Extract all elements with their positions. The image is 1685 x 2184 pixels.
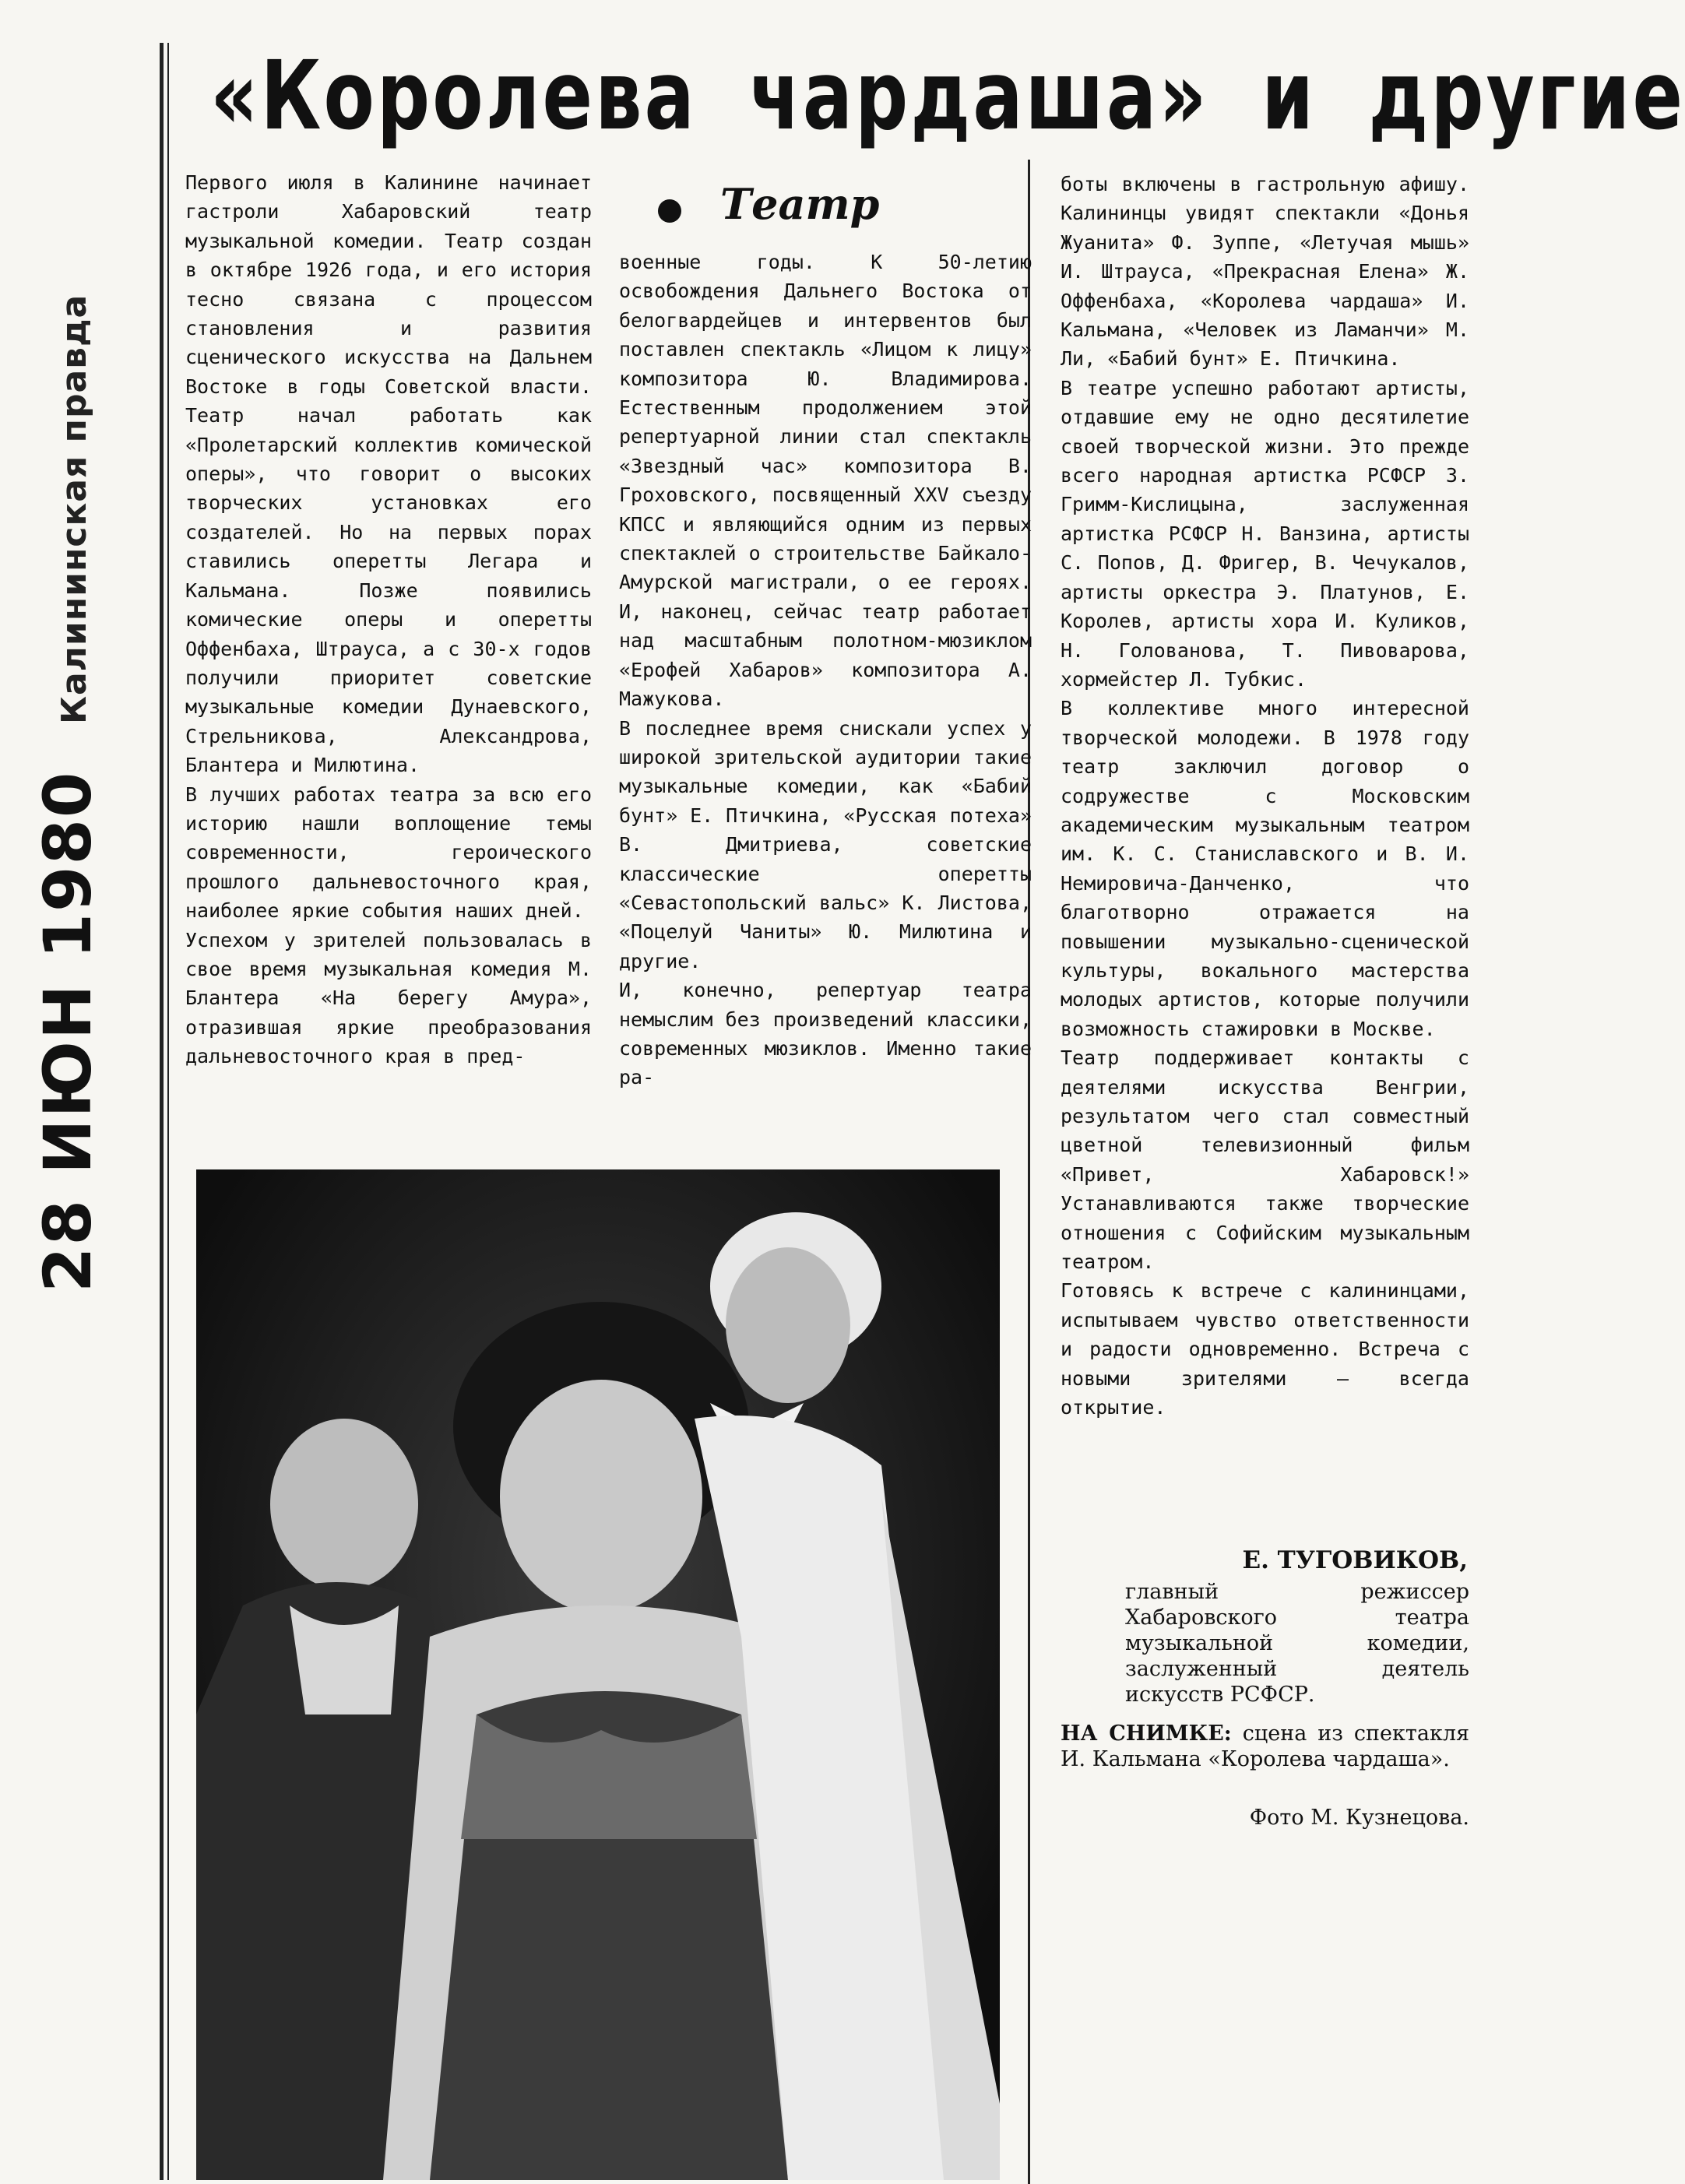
photo-credit: Фото М. Кузнецова.: [1249, 1806, 1469, 1830]
rubric-bullet-icon: [658, 199, 681, 223]
photo-caption: [1061, 1721, 1469, 1772]
newspaper-masthead: Калининская правда: [55, 294, 94, 724]
stage-photo-illustration: [196, 1169, 1000, 2180]
article-column-2: военные годы. К 50-летию освобождения Дальнего Востока от белогвардейцев и интервентов был поставлен спектакль «Лицом к лицу» композитора Ю. Владимирова. Естественным продолжением этой репертуарной линии стал спектакль «Звездный час» композитора В. Гроховского, посвященный XXV съезду КПСС и являющийся одним из первых спектаклей о строительстве Байкало-Амурской магистрали, о ее героях. И, наконец, сейчас театр работает над масштабным полотном-мюзиклом «Ерофей Хабаров» композитора А. Мажукова. В последнее время снискали успех у широкой зрительской аудитории такие музыкальные комедии, как «Бабий бунт» Е. Птичкина, «Русская потеха» В. Дмитриева, советские классические оперетты «Севастопольский вальс» К. Листова, «Поцелуй Чаниты» Ю. Милютина и другие. И, конечно, репертуар театра немыслим без произведений классики, современных мюзиклов. Именно такие ра-: [619, 251, 1032, 1089]
left-border-rule-inner: [167, 43, 169, 2180]
stage-photo: [196, 1169, 1000, 2180]
article-column-3: боты включены в гастрольную афишу. Калининцы увидят спектакли «Донья Жуанита» Ф. Зуппе, «Летучая мышь» И. Штрауса, «Прекрасная Елена» Ж. Оффенбаха, «Королева чардаша» И. Кальмана, «Человек из Ламанчи» М. Ли, «Бабий бунт» Е. Птичкина. В театре успешно работают артисты, отдавшие ему не одно десятилетие своей творческой жизни. Это прежде всего народная артистка РСФСР З. Гримм-Кислицына, заслуженная артистка РСФСР Н. Ванзина, артисты С. Попов, Д. Фригер, В. Чечукалов, артисты оркестра Э. Платунов, Е. Королев, артисты хора И. Куликов, Н. Голованова, Т. Пивоварова, хормейстер Л. Тубкис. В коллективе много интересной творческой молодежи. В 1978 году театр заключил договор о содружестве с Московским академическим музыкальным театром им. К. С. Станиславского и В. И. Немировича-Данченко, что благотворно отражается на повышении музыкально-сценической культуры, вокального мастерства молодых артистов, которые получили возможность стажировки в Москве. Театр поддерживает контакты с деятелями искусства Венгрии, результатом чего стал совместный цветной телевизионный фильм «Привет, Хабаровск!» Устанавливаются также творческие отношения с Софийским музыкальным театром. Готовясь к встрече с калининцами, испытываем чувство ответственности и радости одновременно. Встреча с новыми зрителями — всегда открытие.: [1061, 173, 1469, 1419]
left-border-rule: [160, 43, 164, 2180]
article-column-1: Первого июля в Калинине начинает гастроли Хабаровский театр музыкальной комедии. Театр создан в октябре 1926 года, и его история тесно связана с процессом становления и развития сценического искусства на Дальнем Востоке в годы Советской власти. Театр начал работать как «Пролетарский коллектив комической оперы», что говорит о высоких творческих установках его создателей. Но на первых порах ставились оперетты Легара и Кальмана. Позже появились комические оперы и оперетты Оффенбаха, Штрауса, а с 30-х годов получили приоритет советские музыкальные комедии Дунаевского, Стрельникова, Александрова, Блантера и Милютина. В лучших работах театра за всю его историю нашли воплощение темы современности, героического прошлого дальневосточного края, наиболее яркие события наших дней. Успехом у зрителей пользовалась в свое время музыкальная комедия М. Блантера «На берегу Амура», отразившая яркие преобразования дальневосточного края в пред-: [185, 171, 592, 1068]
article-headline: «Королева чардаша» и другие: [210, 40, 1685, 151]
date-stamp: 28 ИЮН 1980: [30, 770, 106, 1292]
rubric-label: Театр: [720, 179, 880, 229]
caption-text: сцена из спектакля И. Кальмана «Королева чардаша».: [1061, 1722, 1469, 1771]
author-role: главный режиссер Хабаровского театра музыкальной комедии, заслуженный деятель искусств РСФСР.: [1125, 1580, 1469, 1707]
caption-label: НА СНИМКЕ:: [1061, 1722, 1232, 1746]
author-name: Е. ТУГОВИКОВ,: [1242, 1546, 1468, 1574]
